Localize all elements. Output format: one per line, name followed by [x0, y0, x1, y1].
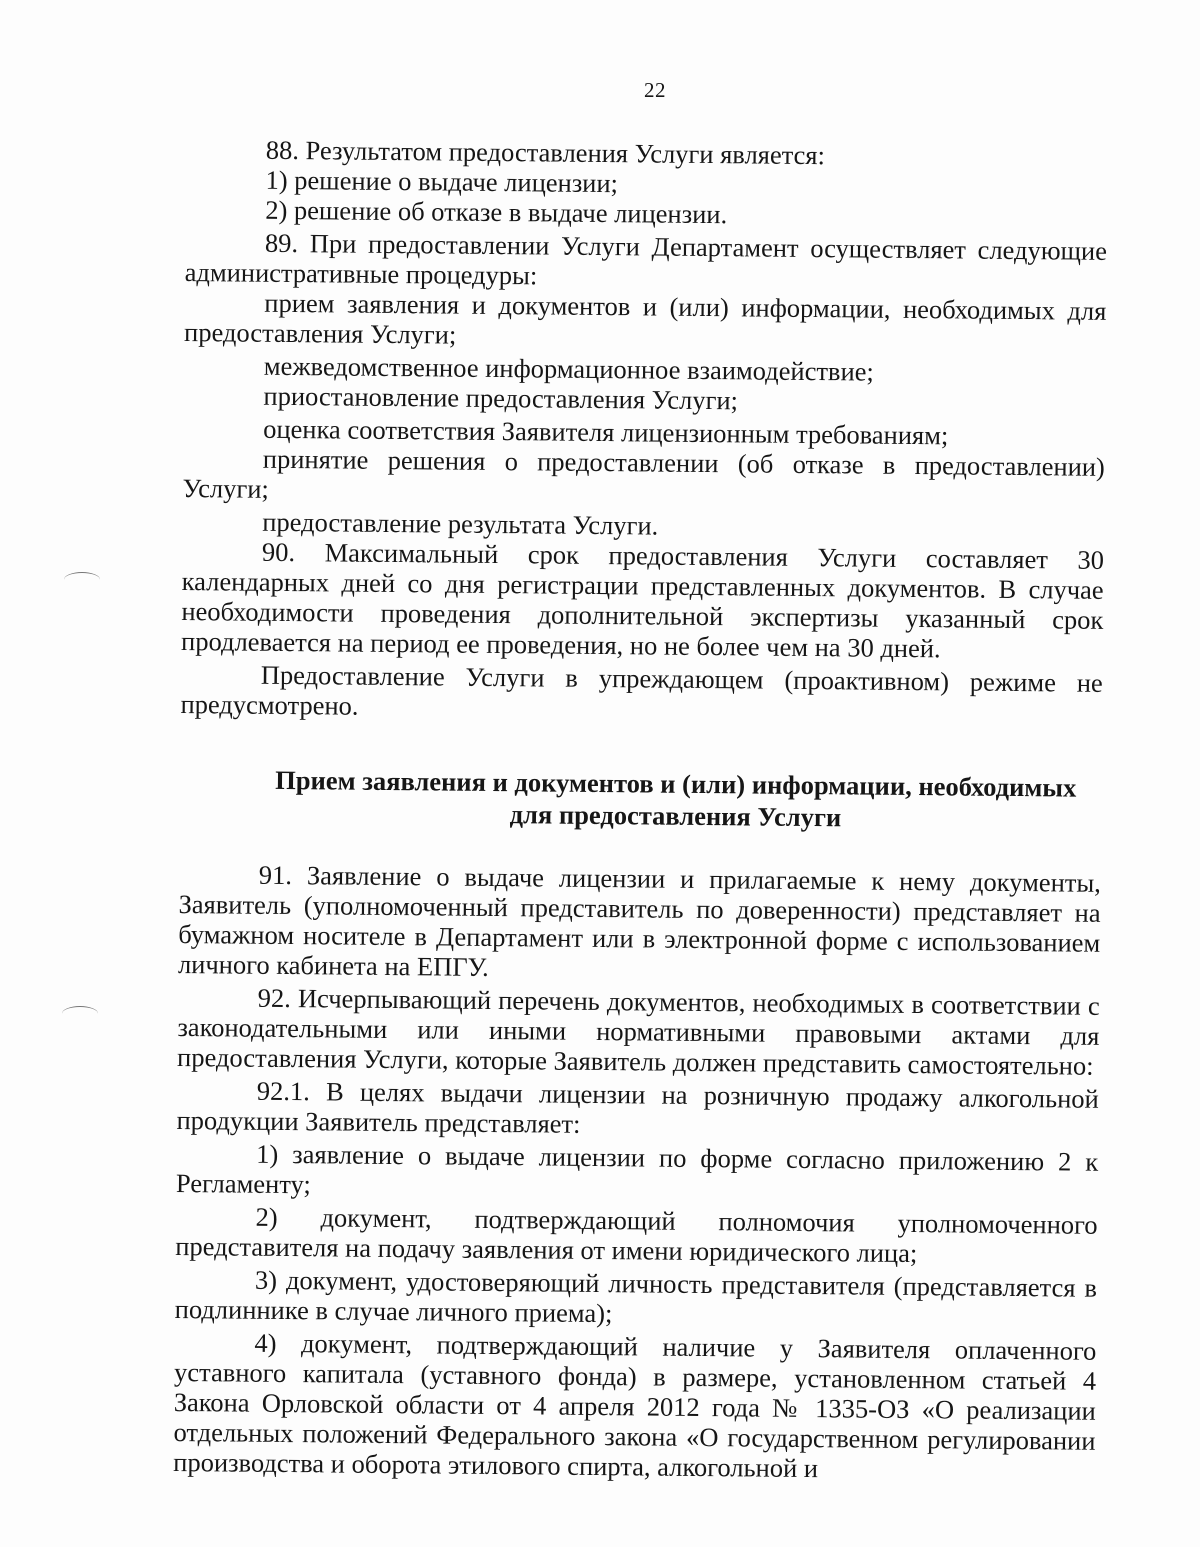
paragraph-91: 91. Заявление о выдаче лицензии и прилагаемые к нему документы, Заявитель (уполномоченный представитель по доверенности) представляет на бумажном носителе в Департамент или в электронной форме с использованием личного кабинета на ЕПГУ.	[177, 859, 1101, 982]
paragraph-92-1: 92.1. В целях выдачи лицензии на розничную продажу алкогольной продукции Заявитель представляет:	[176, 1075, 1099, 1139]
procedure-item-2: межведомственное информационное взаимодействие;	[263, 350, 874, 387]
paragraph-proactive: Предоставление Услуги в упреждающем (проактивном) режиме не предусмотрено.	[180, 659, 1103, 721]
list-item-result-1: 1) решение о выдаче лицензии;	[265, 164, 619, 199]
document-body	[173, 134, 1108, 1486]
document-item-1: 1) заявление о выдаче лицензии по форме согласно приложению 2 к Регламенту;	[175, 1138, 1099, 1200]
document-item-3: 3) документ, удостоверяющий личность представителя (представляется в подлиннике в случае личного приема);	[174, 1264, 1098, 1329]
procedure-item-1: прием заявления и документов и (или) информации, необходимых для предоставления Услуги;	[183, 287, 1107, 350]
document-item-2: 2) документ, подтверждающий полномочия уполномоченного представителя на подачу заявления от имени юридического лица;	[175, 1201, 1098, 1269]
paragraph-90: 90. Максимальный срок предоставления Услуги составляет 30 календарных дней со дня регистрации представленных документов. В случае необходимости проведения дополнительной экспертизы указанный срок продлевается на период ее проведения, но не более чем на 30 дней.	[180, 536, 1105, 664]
procedure-item-3: приостановление предоставления Услуги;	[263, 380, 739, 416]
procedure-item-6: предоставление результата Услуги.	[262, 506, 659, 541]
section-heading-line-2: для предоставления Услуги	[509, 799, 842, 833]
paragraph-88: 88. Результатом предоставления Услуги является:	[265, 134, 826, 171]
scan-artifact-mark	[64, 572, 100, 587]
page-number: 22	[644, 78, 666, 102]
section-heading-line-1: Прием заявления и документов и (или) информации, необходимых	[275, 764, 1077, 803]
list-item-result-2: 2) решение об отказе в выдаче лицензии.	[265, 194, 728, 230]
scan-artifact-mark	[62, 1006, 98, 1021]
section-heading	[179, 763, 1102, 836]
procedure-item-5: принятие решения о предоставлении (об отказе в предоставлении) Услуги;	[182, 443, 1105, 504]
document-item-4: 4) документ, подтверждающий наличие у Заявителя оплаченного уставного капитала (уставного фонда) в размере, установленном статьей 4 Закона Орловской области от 4 апреля 2012 года № 1335-ОЗ «О реализации отдельных положений Федерального закона «О государственном регулировании производства и оборота этилового спирта, алкогольной и	[173, 1327, 1097, 1484]
paragraph-92: 92. Исчерпывающий перечень документов, необходимых в соответствии с законодательными или иными нормативными правовыми актами для предоставления Услуги, которые Заявитель должен представить самостоятельно:	[176, 982, 1100, 1081]
paragraph-89: 89. При предоставлении Услуги Департамент осуществляет следующие административные процедуры:	[184, 227, 1108, 291]
procedure-item-4: оценка соответствия Заявителя лицензионным требованиям;	[263, 413, 949, 451]
